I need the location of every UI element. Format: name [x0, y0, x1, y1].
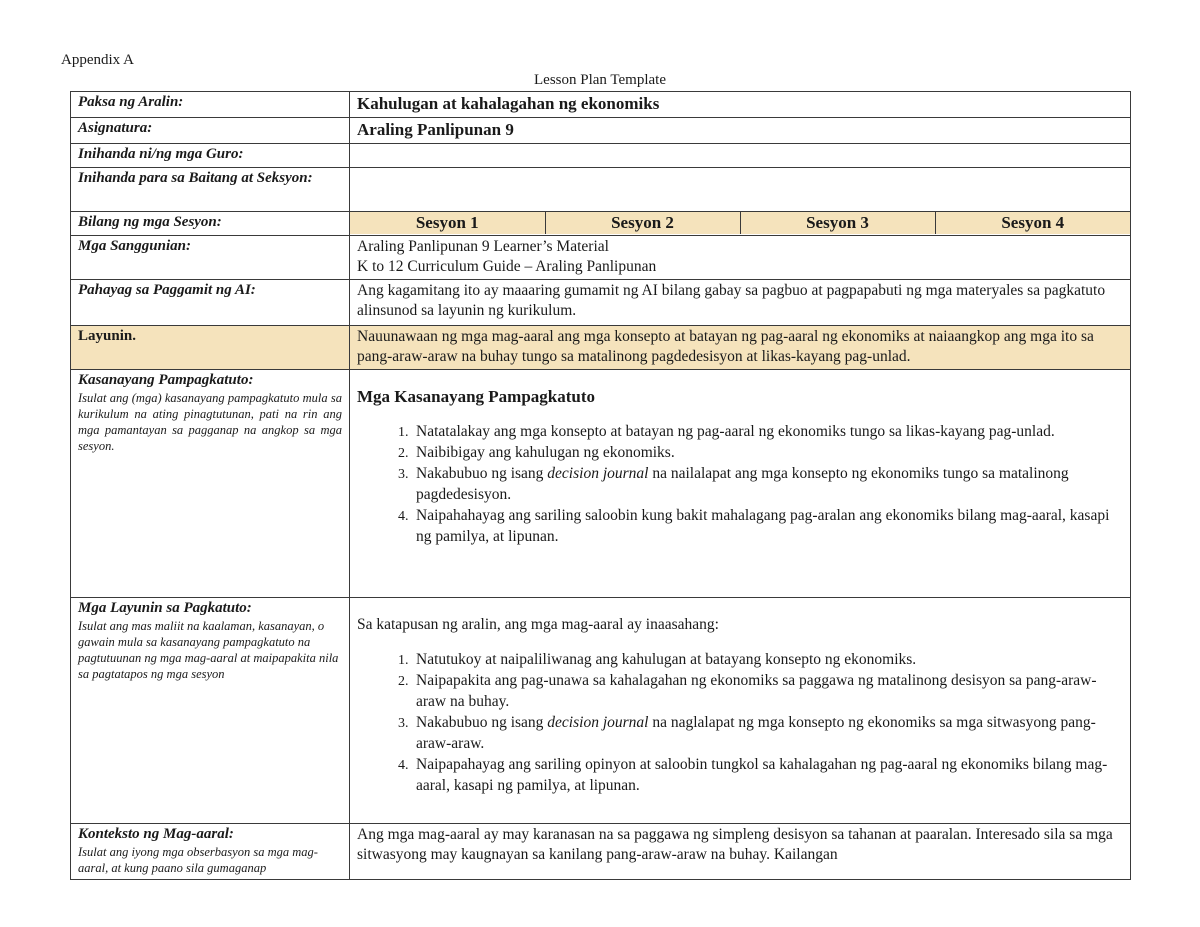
- konteksto-title: Konteksto ng Mag-aaral:: [78, 826, 234, 842]
- row-ai: [71, 280, 1131, 326]
- row-guro: [71, 144, 1131, 168]
- appendix-label: Appendix A: [61, 52, 134, 68]
- sessions-cell: [350, 212, 1131, 236]
- value-ai[interactable]: Ang kagamitang ito ay maaaring gumamit ng AI bilang gabay sa pagbuo at pagpapabuti ng mga materyales sa pagkatuto alinsunod sa layunin ng kurikulum.: [350, 280, 1131, 326]
- row-sanggunian: [71, 236, 1131, 280]
- label-baitang: Inihanda para sa Baitang at Seksyon:: [71, 168, 350, 212]
- kasanayan-title: Kasanayang Pampagkatuto:: [78, 372, 254, 388]
- pagkatuto-intro: Sa katapusan ng aralin, ang mga mag-aaral ay inaasahang:: [357, 616, 719, 633]
- row-konteksto: [71, 824, 1131, 880]
- konteksto-hint: Isulat ang iyong mga obserbasyon sa mga mag-aaral, at kung paano sila gumaganap: [78, 845, 318, 875]
- item-emphasis: decision journal: [547, 714, 649, 731]
- list-item: 2. Naibibigay ang kahulugan ng ekonomiks.: [412, 442, 1123, 463]
- item-text: Nakabubuo ng isang: [416, 465, 548, 482]
- reference-1: Araling Panlipunan 9 Learner’s Material: [357, 238, 609, 255]
- kasanayan-hint: Isulat ang (mga) kasanayang pampagkatuto mula sa kurikulum na ating pinagtutunan, pati na rin ang mga pamantayan sa pagganap na angkop sa mga sesyon.: [78, 391, 342, 453]
- session-2[interactable]: Sesyon 2: [545, 212, 740, 234]
- label-ai: Pahayag sa Paggamit ng AI:: [71, 280, 350, 326]
- label-sesyon: Bilang ng mga Sesyon:: [71, 212, 350, 236]
- label-konteksto: [71, 824, 350, 880]
- reference-2: K to 12 Curriculum Guide – Araling Panlipunan: [357, 258, 657, 275]
- value-konteksto[interactable]: Ang mga mag-aaral ay may karanasan na sa paggawa ng simpleng desisyon sa tahanan at paaralan. Interesado sila sa mga sitwasyong may kaugnayan sa kanilang pang-araw-araw na buhay. Kailangan: [350, 824, 1131, 880]
- row-kasanayan: [71, 370, 1131, 598]
- item-text: na naglalapat ng mga konsepto ng ekonomiks sa mga sitwasyong pang-araw-araw.: [416, 714, 1096, 752]
- value-asignatura[interactable]: Araling Panlipunan 9: [350, 118, 1131, 144]
- value-sanggunian[interactable]: [350, 236, 1131, 280]
- sessions-table: [350, 212, 1130, 234]
- value-guro[interactable]: [350, 144, 1131, 168]
- kasanayan-heading: Mga Kasanayang Pampagkatuto: [357, 387, 596, 406]
- row-asignatura: [71, 118, 1131, 144]
- row-baitang: [71, 168, 1131, 212]
- document-title: Lesson Plan Template: [534, 72, 666, 88]
- session-1[interactable]: Sesyon 1: [350, 212, 545, 234]
- value-paksa[interactable]: Kahulugan at kahalagahan ng ekonomiks: [350, 92, 1131, 118]
- label-pagkatuto: [71, 598, 350, 824]
- item-text: na nailalapat ang mga konsepto ng ekonomiks tungo sa matalinong pagdedesisyon.: [416, 465, 1069, 503]
- lesson-plan-table: [70, 91, 1131, 880]
- list-item: 1. Natatalakay ang mga konsepto at batayan ng pag-aaral ng ekonomiks tungo sa likas-kayang pag-unlad.: [412, 421, 1123, 442]
- list-item: [412, 463, 1123, 505]
- item-text: Nakabubuo ng isang: [416, 714, 548, 731]
- pagkatuto-hint: Isulat ang mas maliit na kaalaman, kasanayan, o gawain mula sa kasanayang pampagkatuto na pagtutuunan ng mga mag-aaral at maipapakita nila sa pagtatapos ng mga sesyon: [78, 619, 339, 681]
- row-pagkatuto: [71, 598, 1131, 824]
- label-kasanayan: [71, 370, 350, 598]
- value-pagkatuto[interactable]: [350, 598, 1131, 824]
- label-asignatura: Asignatura:: [71, 118, 350, 144]
- value-layunin[interactable]: Nauunawaan ng mga mag-aaral ang mga konsepto at batayan ng pag-aaral ng ekonomiks at naiaangkop ang mga ito sa pang-araw-araw na buhay tungo sa matalinong pagdedesisyon at likas-kayang pag-unlad.: [350, 326, 1131, 370]
- row-paksa: [71, 92, 1131, 118]
- label-layunin: Layunin.: [71, 326, 350, 370]
- label-guro: Inihanda ni/ng mga Guro:: [71, 144, 350, 168]
- value-kasanayan[interactable]: [350, 370, 1131, 598]
- session-3[interactable]: Sesyon 3: [740, 212, 935, 234]
- list-item: 4. Naipahahayag ang sariling saloobin kung bakit mahalagang pag-aralan ang ekonomiks bilang mag-aaral, kasapi ng pamilya, at lipunan.: [412, 505, 1123, 547]
- label-paksa: Paksa ng Aralin:: [71, 92, 350, 118]
- list-item: 1. Natutukoy at naipaliliwanag ang kahulugan at batayang konsepto ng ekonomiks.: [412, 649, 1123, 670]
- kasanayan-list: [357, 421, 1123, 547]
- list-item: 4. Naipapahayag ang sariling opinyon at saloobin tungkol sa kahalagahan ng pag-aaral ng ekonomiks bilang mag-aaral, kasapi ng pamilya, at lipunan.: [412, 754, 1123, 796]
- row-sesyon: [71, 212, 1131, 236]
- pagkatuto-list: [357, 649, 1123, 796]
- list-item: 2. Naipapakita ang pag-unawa sa kahalagahan ng ekonomiks sa paggawa ng matalinong desisyon sa pang-araw-araw na buhay.: [412, 670, 1123, 712]
- pagkatuto-title: Mga Layunin sa Pagkatuto:: [78, 600, 252, 616]
- value-baitang[interactable]: [350, 168, 1131, 212]
- session-4[interactable]: Sesyon 4: [935, 212, 1130, 234]
- row-layunin: [71, 326, 1131, 370]
- list-item: [412, 712, 1123, 754]
- label-sanggunian: Mga Sanggunian:: [71, 236, 350, 280]
- item-emphasis: decision journal: [547, 465, 649, 482]
